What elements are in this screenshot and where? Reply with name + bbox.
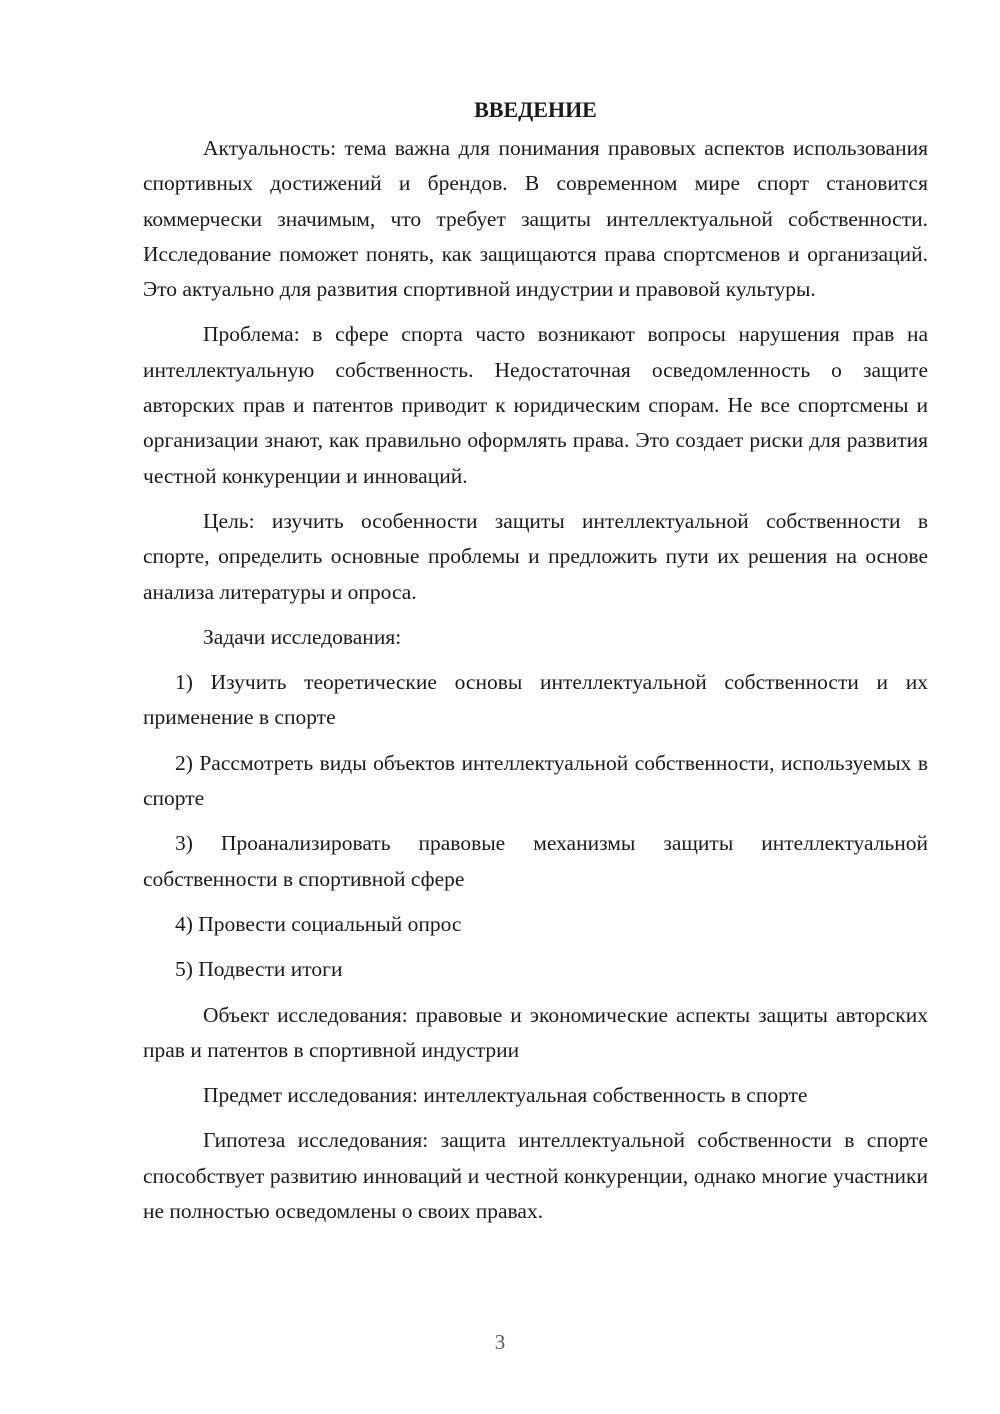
paragraph-goal: Цель: изучить особенности защиты интеллектуальной собственности в спорте, определить основные проблемы и предложить пути их решения на основе анализа литературы и опроса.: [143, 508, 928, 604]
list-item: 3) Проанализировать правовые механизмы защиты интеллектуальной собственности в спортивной сфере: [143, 831, 928, 891]
list-item: 2) Рассмотреть виды объектов интеллектуальной собственности, используемых в спорте: [143, 750, 928, 811]
paragraph-problem: Проблема: в сфере спорта часто возникают вопросы нарушения прав на интеллектуальную собственность. Недостаточная осведомленность о защите авторских прав и патентов приводит к юридическим спорам. Не все спортсмены и организации знают, как правильно оформлять права. Это создает риски для развития честной конкуренции и инноваций.: [143, 322, 928, 488]
page-number: 3: [494, 1330, 506, 1354]
list-item: 1) Изучить теоретические основы интеллектуальной собственности и их применение в спорте: [143, 670, 928, 730]
paragraph-relevance: Актуальность: тема важна для понимания правовых аспектов использования спортивных достижений и брендов. В современном мире спорт становится коммерчески значимым, что требует защиты интеллектуальной собственности. Исследование поможет понять, как защищаются права спортсменов и организаций. Это актуально для развития спортивной индустрии и правовой культуры.: [143, 136, 928, 302]
paragraph-hypothesis: Гипотеза исследования: защита интеллектуальной собственности в спорте способствует развитию инноваций и честной конкуренции, однако многие участники не полностью осведомлены о своих правах.: [143, 1128, 928, 1224]
tasks-list: [143, 665, 928, 987]
tasks-heading: Задачи исследования:: [203, 624, 402, 649]
paragraph-subject: Предмет исследования: интеллектуальная собственность в спорте: [203, 1083, 808, 1108]
paragraph-object: Объект исследования: правовые и экономические аспекты защиты авторских прав и патентов в спортивной индустрии: [143, 1002, 928, 1062]
list-item: 4) Провести социальный опрос: [175, 911, 462, 936]
section-title: ВВЕДЕНИЕ: [474, 97, 597, 122]
document-page: [143, 92, 928, 1239]
list-item: 5) Подвести итоги: [175, 957, 343, 982]
